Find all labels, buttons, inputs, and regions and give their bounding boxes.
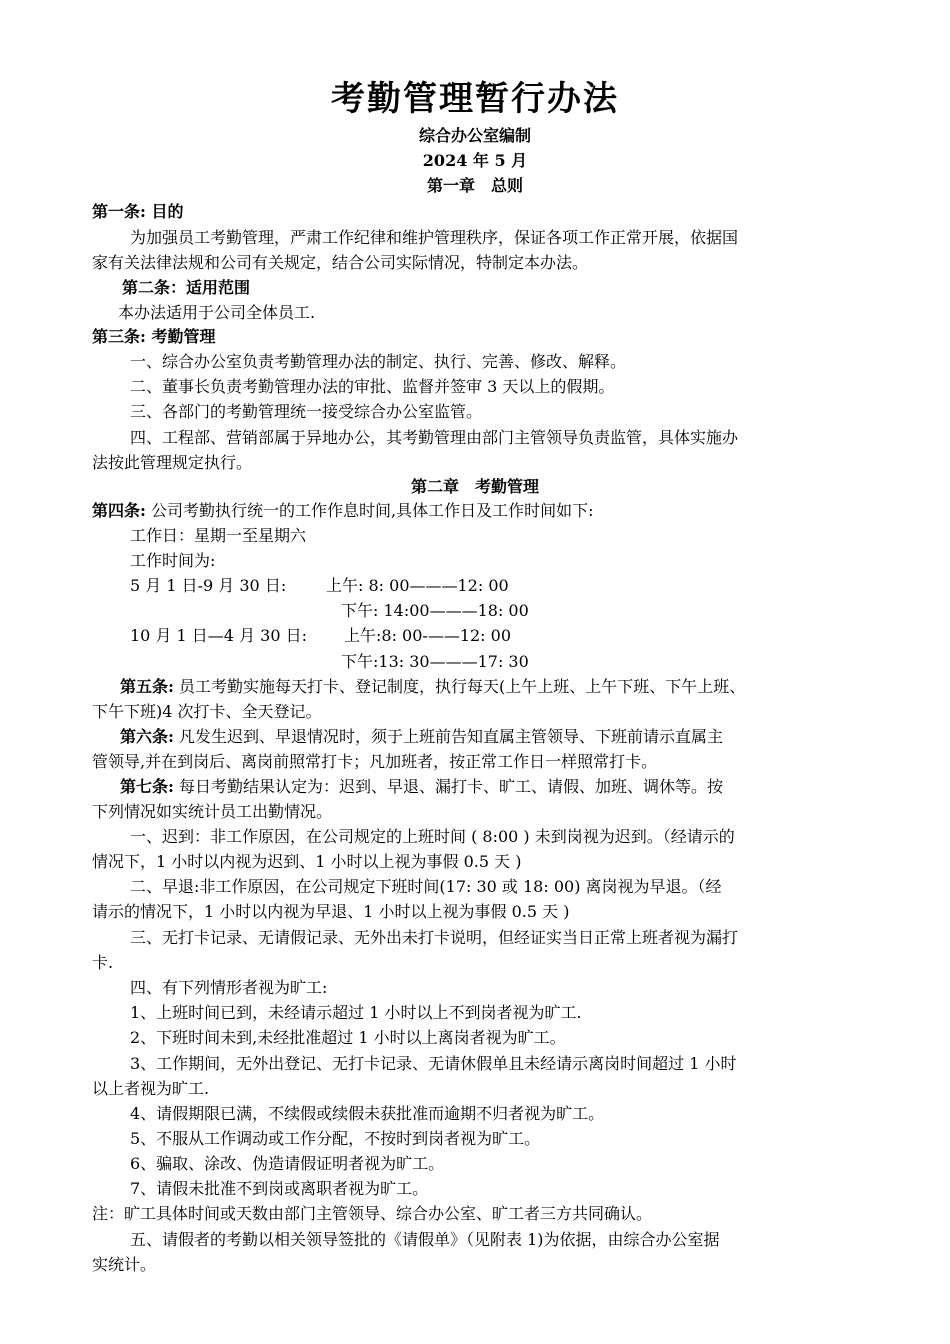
summer-morning-hours: 上午: 8: 00———12: 00 <box>326 576 509 595</box>
article-2-heading: 第二条：适用范围 <box>122 278 251 297</box>
article-5-line-1 <box>120 675 745 699</box>
article-2-line-1: 本办法适用于公司全体员工. <box>118 303 316 322</box>
article-3-item-1: 一、综合办公室负责考勤管理办法的制定、执行、完善、修改、解释。 <box>130 352 627 371</box>
article-3-item-4-line-1: 四、工程部、营销部属于异地办公，其考勤管理由部门主管领导负责监管，具体实施办 <box>130 428 739 447</box>
article-3-item-2: 二、董事长负责考勤管理办法的审批、监督并签审 3 天以上的假期。 <box>130 377 615 396</box>
absenteeism-item-5: 5、不服从工作调动或工作分配，不按时到岗者视为旷工。 <box>130 1129 541 1148</box>
missed-punch-rule-line-2: 卡. <box>92 953 114 972</box>
absenteeism-note: 注：旷工具体时间或天数由部门主管领导、综合办公室、旷工者三方共同确认。 <box>92 1204 653 1223</box>
article-1-line-1: 为加强员工考勤管理，严肃工作纪律和维护管理秩序，保证各项工作正常开展，依据国 <box>130 228 739 247</box>
winter-morning-hours: 上午:8: 00-——12: 00 <box>344 626 512 645</box>
leave-rule-line-2: 实统计。 <box>92 1255 157 1274</box>
article-6-label: 第六条: <box>120 727 174 746</box>
winter-afternoon-hours: 下午:13: 30———17: 30 <box>341 652 529 671</box>
article-6-line-2: 管领导,并在到岗后、离岗前照常打卡；凡加班者，按正常工作日一样照常打卡。 <box>92 752 658 771</box>
summer-afternoon-hours: 下午: 14:00———18: 00 <box>341 601 529 620</box>
absenteeism-item-6: 6、骗取、涂改、伪造请假证明者视为旷工。 <box>130 1154 445 1173</box>
article-7-label: 第七条: <box>120 777 174 796</box>
absenteeism-item-3-line-1: 3、工作期间，无外出登记、无打卡记录、无请休假单且未经请示离岗时间超过 1 小时 <box>130 1054 737 1073</box>
workday-line: 工作日：星期一至星期六 <box>130 526 307 545</box>
article-1-line-2: 家有关法律法规和公司有关规定，结合公司实际情况，特制定本办法。 <box>92 253 589 272</box>
document-date: 2024 年 5 月 <box>422 151 528 170</box>
article-5-label: 第五条: <box>120 677 174 696</box>
absenteeism-heading: 四、有下列情形者视为旷工: <box>130 978 328 997</box>
winter-period: 10 月 1 日—4 月 30 日: <box>130 626 307 645</box>
absenteeism-item-3-line-2: 以上者视为旷工. <box>92 1079 210 1098</box>
absenteeism-item-4: 4、请假期限已满，不续假或续假未获批准而逾期不归者视为旷工。 <box>130 1104 605 1123</box>
article-4-label: 第四条: <box>92 501 146 520</box>
article-7-line-2: 下列情况如实统计员工出勤情况。 <box>92 802 333 821</box>
absenteeism-item-2: 2、下班时间未到,未经批准超过 1 小时以上离岗者视为旷工。 <box>130 1028 566 1047</box>
summer-period: 5 月 1 日-9 月 30 日: <box>130 576 287 595</box>
article-3-item-4-line-2: 法按此管理规定执行。 <box>92 453 253 472</box>
article-3-heading: 第三条: 考勤管理 <box>92 327 216 346</box>
leave-rule-line-1: 五、请假者的考勤以相关领导签批的《请假单》（见附表 1)为依据，由综合办公室据 <box>130 1230 720 1249</box>
article-5-text: 员工考勤实施每天打卡、登记制度，执行每天(上午上班、上午下班、下午上班、 <box>179 677 746 696</box>
absenteeism-item-1: 1、上班时间已到，未经请示超过 1 小时以上不到岗者视为旷工. <box>130 1003 582 1022</box>
document-editor: 综合办公室编制 <box>418 126 531 145</box>
article-6-text: 凡发生迟到、早退情况时，须于上班前告知直属主管领导、下班前请示直属主 <box>179 727 724 746</box>
chapter-1-heading: 第一章 总则 <box>426 176 523 195</box>
article-7-line-1 <box>120 775 723 799</box>
missed-punch-rule-line-1: 三、无打卡记录、无请假记录、无外出未打卡说明，但经证实当日正常上班者视为漏打 <box>130 928 739 947</box>
article-4-line <box>92 499 594 523</box>
early-leave-rule-line-2: 请示的情况下，1 小时以内视为早退、1 小时以上视为事假 0.5 天 ) <box>92 902 570 921</box>
article-4-text: 公司考勤执行统一的工作作息时间,具体工作日及工作时间如下: <box>151 501 594 520</box>
article-7-text: 每日考勤结果认定为：迟到、早退、漏打卡、旷工、请假、加班、调休等。按 <box>179 777 724 796</box>
work-hours-label: 工作时间为: <box>130 551 216 570</box>
late-rule-line-1: 一、迟到：非工作原因，在公司规定的上班时间 ( 8:00 ) 未到岗视为迟到。（经请示的 <box>130 827 735 846</box>
chapter-2-heading: 第二章 考勤管理 <box>410 477 539 496</box>
early-leave-rule-line-1: 二、早退:非工作原因，在公司规定下班时间(17: 30 或 18: 00) 离岗视为早退。（经 <box>130 877 722 896</box>
article-5-line-2: 下午下班)4 次打卡、全天登记。 <box>92 702 322 721</box>
absenteeism-item-7: 7、请假未批准不到岗或离职者视为旷工。 <box>130 1179 429 1198</box>
article-1-heading: 第一条: 目的 <box>92 202 184 221</box>
article-6-line-1 <box>120 725 723 749</box>
document-title: 考勤管理暂行办法 <box>331 79 619 119</box>
late-rule-line-2: 情况下，1 小时以内视为迟到、1 小时以上视为事假 0.5 天 ) <box>92 852 522 871</box>
article-3-item-3: 三、各部门的考勤管理统一接受综合办公室监管。 <box>130 402 483 421</box>
